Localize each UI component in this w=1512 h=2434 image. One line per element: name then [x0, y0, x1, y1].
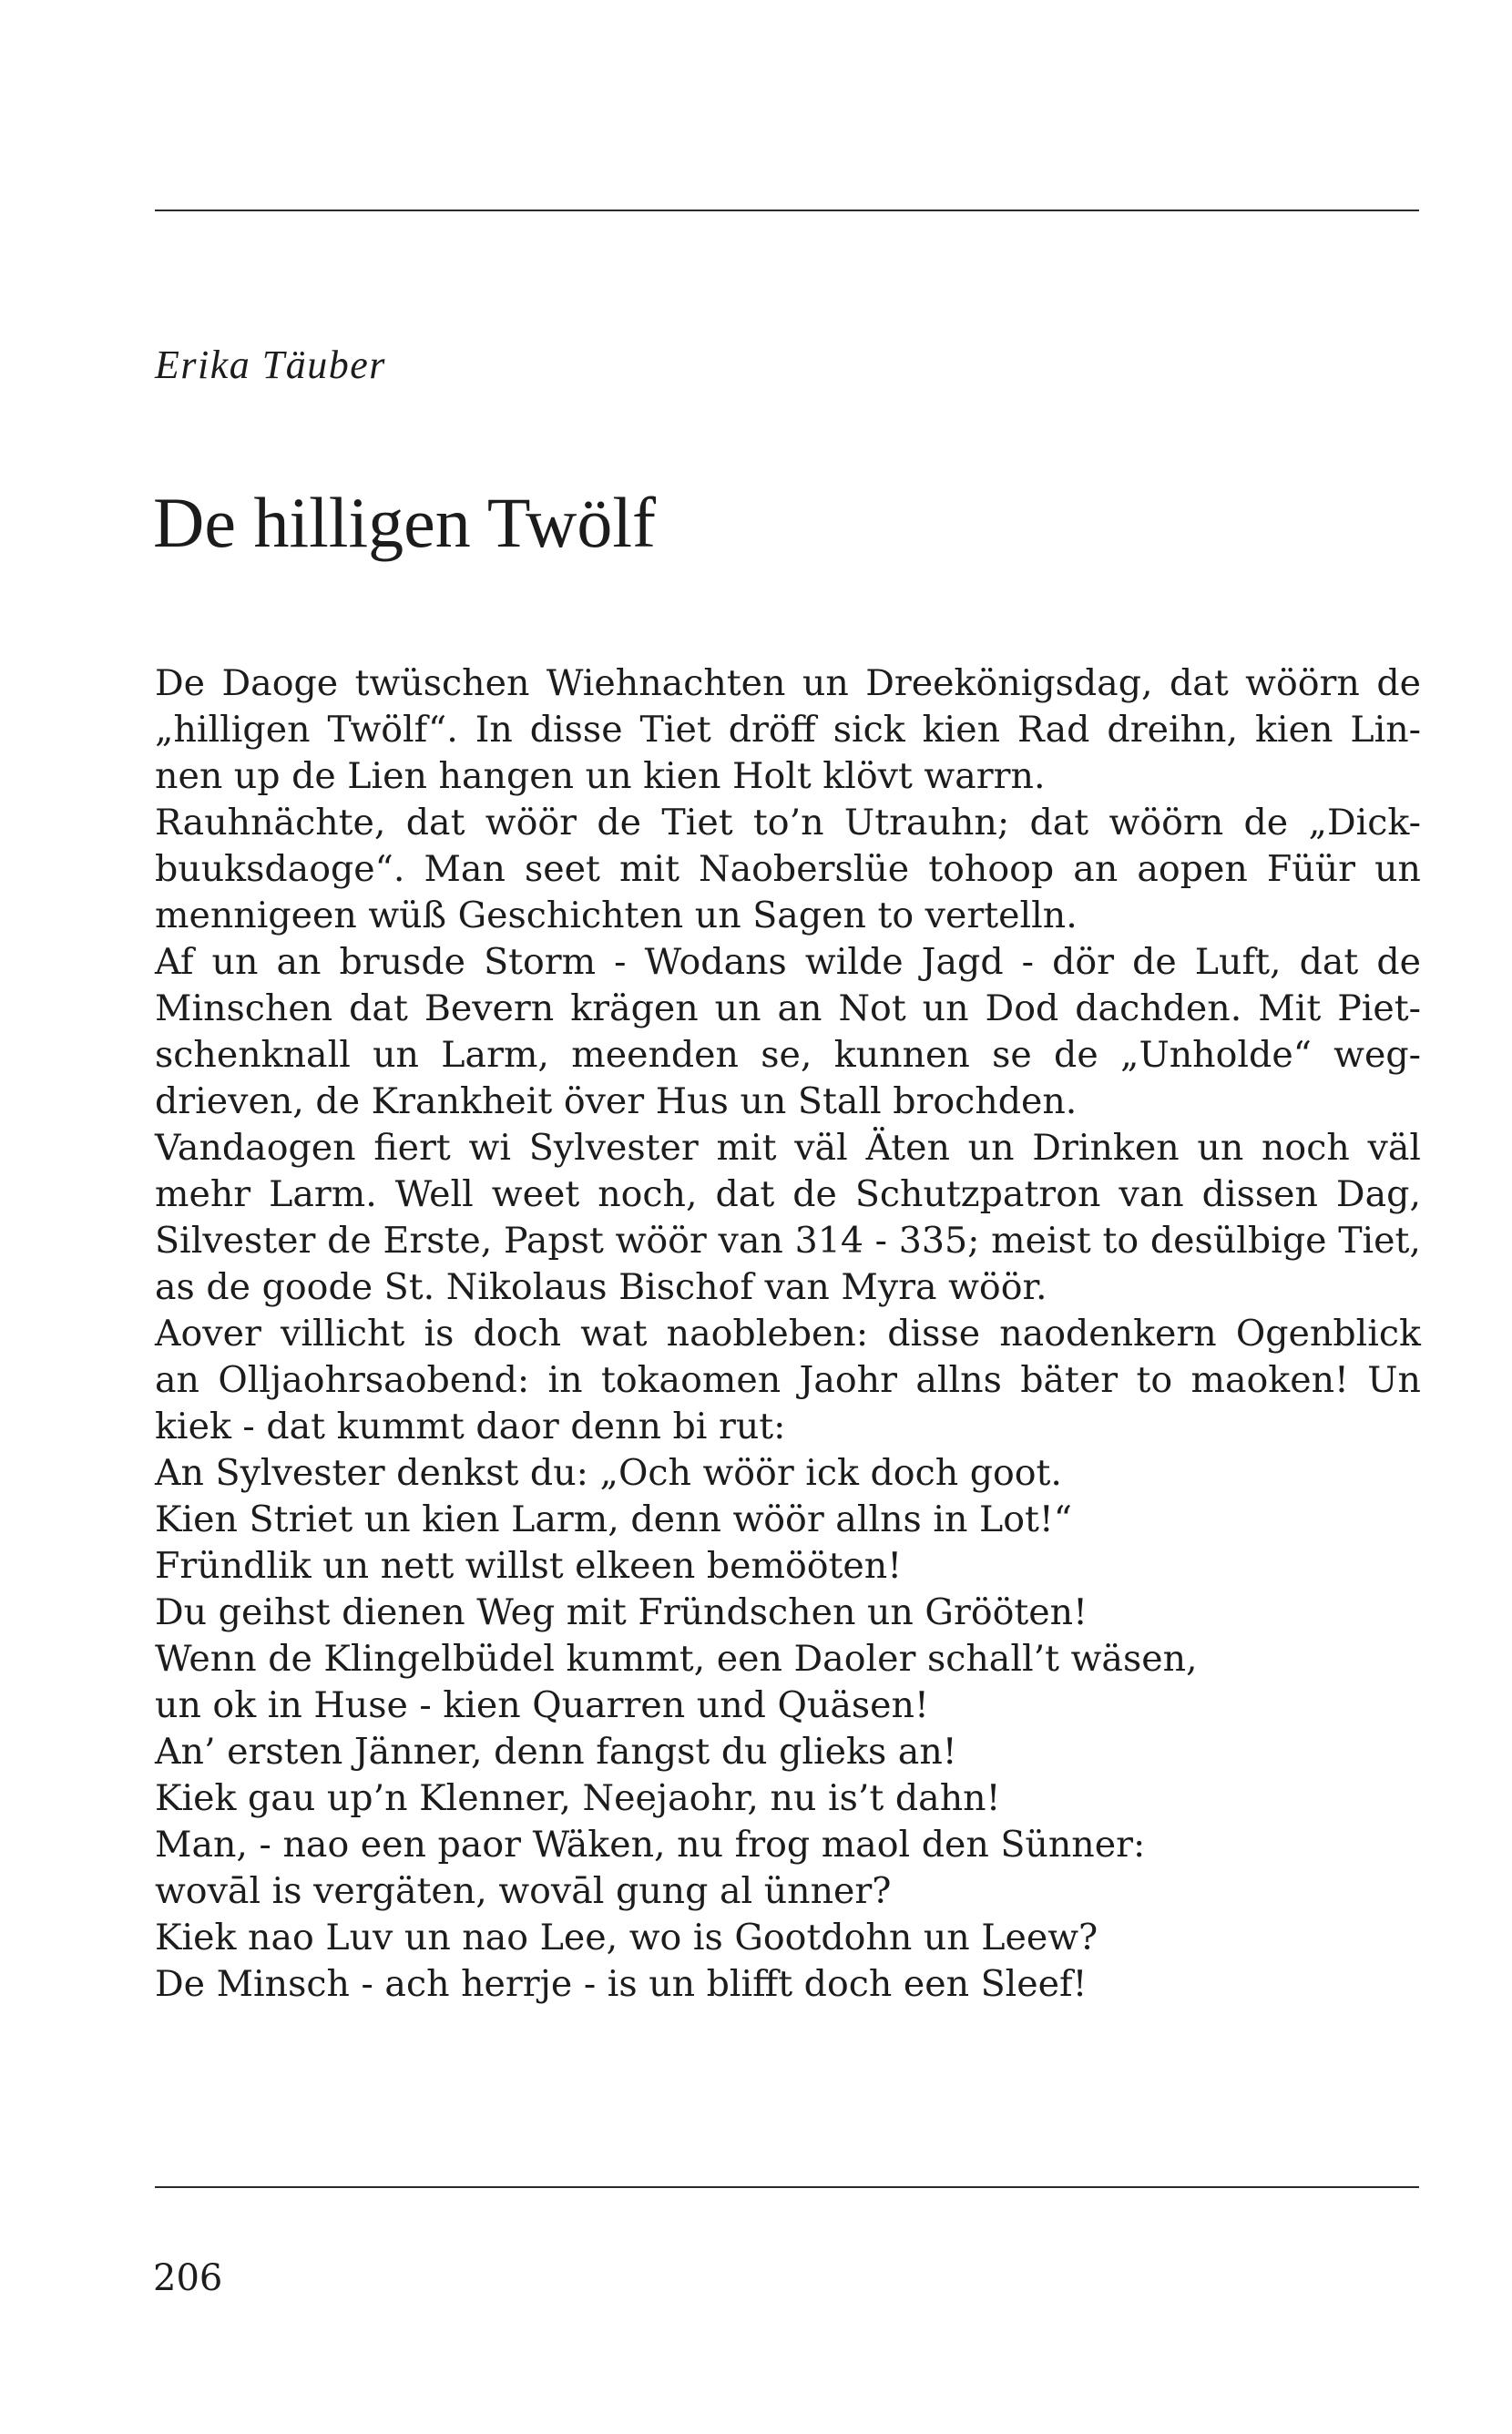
article-body [155, 660, 1421, 2008]
text-line: Kiek nao Luv un nao Lee, wo is Gootdohn un Leew? [155, 1917, 1098, 1958]
text-line: Kien Striet un kien Larm, denn wöör allns in Lot!“ [155, 1498, 1072, 1540]
text-line: kiek - dat kummt daor denn bi rut: [155, 1406, 786, 1447]
text-line: De Minsch - ach herrje - is un blifft doch een Sleef! [155, 1963, 1088, 2005]
text-line: Vandaogen fiert wi Sylvester mit väl Äten un Drinken un noch väl [155, 1127, 1421, 1169]
page-number: 206 [153, 2257, 223, 2299]
text-line: Aover villicht is doch wat naobleben: disse naodenkern Ogenblick [155, 1313, 1421, 1355]
text-line: wovāl is vergäten, wovāl gung al ünner? [155, 1870, 892, 1912]
text-line: Du geihst dienen Weg mit Fründschen un Grööten! [155, 1591, 1088, 1633]
text-line: un ok in Huse - kien Quarren und Quäsen! [155, 1684, 929, 1726]
text-line: Af un an brusde Storm - Wodans wilde Jagd - dör de Luft, dat de [155, 941, 1421, 983]
text-line: mehr Larm. Well weet noch, dat de Schutzpatron van dissen Dag, [155, 1173, 1421, 1215]
text-line: „hilligen Twölf“. In disse Tiet dröff sick kien Rad dreihn, kien Lin- [155, 709, 1421, 751]
text-line: an Olljaohrsaobend: in tokaomen Jaohr allns bäter to maoken! Un [155, 1359, 1421, 1401]
top-rule [155, 210, 1419, 211]
text-line: De Daoge twüschen Wiehnachten un Dreekönigsdag, dat wöörn de [155, 662, 1421, 704]
author-name: Erika Täuber [155, 343, 386, 387]
text-line: An Sylvester denkst du: „Och wöör ick doch goot. [155, 1452, 1062, 1494]
text-line: Minschen dat Bevern krägen un an Not un Dod dachden. Mit Piet- [155, 987, 1421, 1029]
bottom-rule [155, 2186, 1419, 2188]
text-line: Kiek gau up’n Klenner, Neejaohr, nu is’t dahn! [155, 1777, 1001, 1819]
text-line: An’ ersten Jänner, denn fangst du glieks an! [155, 1731, 957, 1773]
text-line: Man, - nao een paor Wäken, nu frog maol den Sünner: [155, 1824, 1146, 1866]
text-line: drieven, de Krankheit över Hus un Stall brochden. [155, 1080, 1078, 1122]
text-line: Silvester de Erste, Papst wöör van 314 - 335; meist to desülbige Tiet, [155, 1220, 1421, 1262]
text-line: schenknall un Larm, meenden se, kunnen se de „Unholde“ weg- [155, 1034, 1421, 1076]
text-line: Fründlik un nett willst elkeen bemööten! [155, 1545, 903, 1587]
text-line: buuksdaoge“. Man seet mit Naoberslüe tohoop an aopen Füür un [155, 848, 1421, 890]
text-line: mennigeen wüß Geschichten un Sagen to vertelln. [155, 895, 1078, 936]
text-line: nen up de Lien hangen un kien Holt klövt warrn. [155, 755, 1046, 797]
text-line: Wenn de Klingelbüdel kummt, een Daoler schall’t wäsen, [155, 1638, 1198, 1680]
text-line: Rauhnächte, dat wöör de Tiet to’n Utrauhn; dat wöörn de „Dick- [155, 802, 1421, 844]
text-line: as de goode St. Nikolaus Bischof van Myra wöör. [155, 1266, 1047, 1308]
article-title: De hilligen Twölf [153, 483, 657, 562]
